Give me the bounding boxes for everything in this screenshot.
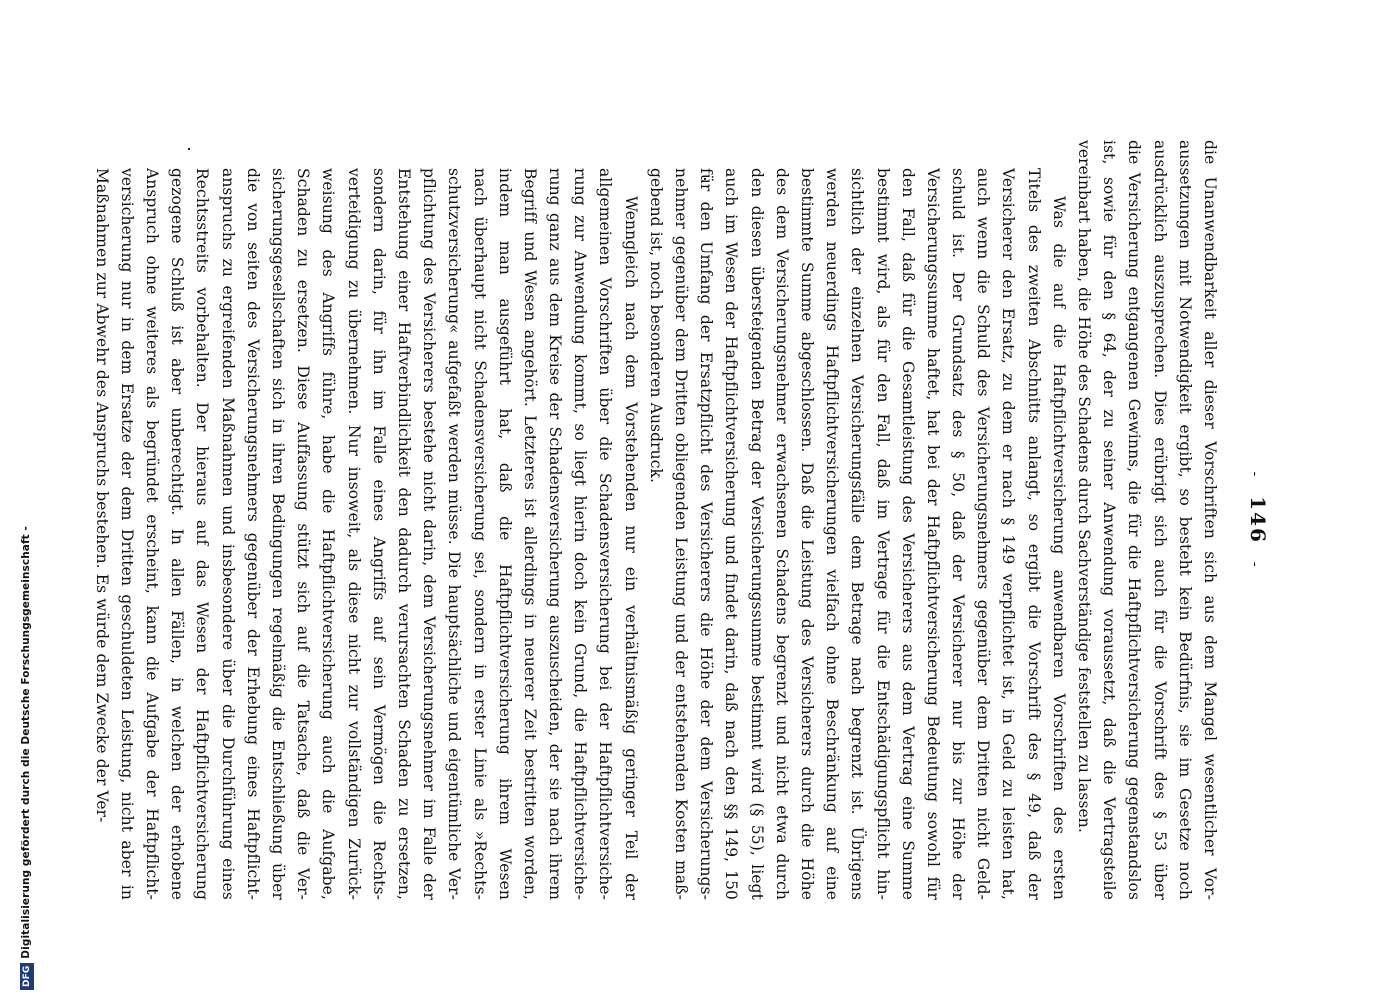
text-line: indem man ausgeführt hat, daß die Haftpflichtversicherung ihrem Wesen <box>495 168 514 900</box>
page-number-dash-left: - <box>1247 471 1263 479</box>
text-line: schutzversicherung« aufgefaßt werden müsse. Die hauptsächliche und eigentümliche Ver- <box>445 168 464 900</box>
text-line: Entstehung einer Haftverbindlichkeit den dadurch verursachten Schaden zu ersetzen, <box>395 168 413 900</box>
dfg-logo: DFG <box>20 963 34 990</box>
text-line: sicherungsgesellschaften sich in ihren Bedingungen regelmäßig die Entschließung über <box>269 168 288 900</box>
paragraph <box>1071 140 1222 900</box>
text-line: Versicherungssumme haftet, hat bei der Haftpflichtversicherung Bedeutung sowohl für <box>923 168 942 900</box>
text-line: Begriff und Wesen angehört. Letzteres ist allerdings in neuerer Zeit bestritten worden, <box>520 168 539 900</box>
paragraph <box>643 140 1071 900</box>
text-line: Titels des zweiten Abschnitts anlangt, so ergibt die Vorschrift des § 49, daß der <box>1024 168 1043 900</box>
text-line: gezogene Schluß ist aber unberechtigt. In allen Fällen, in welchen der erhobene <box>168 168 187 900</box>
text-line: auch im Wesen der Haftpflichtversicherung und findet darin, daß nach den §§ 149, 150 <box>722 168 741 900</box>
page-number-dash-right: - <box>1247 561 1263 569</box>
digitization-credit-label: Digitalisierung gefördert durch die Deutsche Forschungsgemeinschaft - <box>20 526 32 959</box>
text-line: die von seiten des Versicherungsnehmers gegenüber der Erhebung eines Haftpflicht- <box>243 168 262 900</box>
text-line: rung zur Anwendung kommt, so liegt hierin doch kein Grund, die Haftpflichtversiche- <box>571 168 590 900</box>
text-line: für den Umfang der Ersatzpflicht des Versicherers die Höhe der dem Versicherungs- <box>697 168 716 900</box>
text-line: Maßnahmen zur Abwehr des Anspruchs bestehen. Es würde dem Zwecke der Ver- <box>92 168 111 823</box>
body-text <box>92 140 1222 900</box>
text-line: den Fall, daß für die Gesamtleistung des Versicherers aus dem Vertrag eine Summe <box>898 168 917 900</box>
text-line: vereinbart haben, die Höhe des Schadens durch Sachverständige feststellen zu lassen. <box>1075 140 1094 833</box>
text-line: sichtlich der einzelnen Versicherungsfälle dem Betrage nach begrenzt ist. Übrigens <box>848 168 867 900</box>
text-line: Schaden zu ersetzen. Diese Auffassung stützt sich auf die Tatsache, daß die Ver- <box>294 168 313 900</box>
rotated-page-scan <box>92 140 1270 900</box>
text-line: schuld ist. Der Grundsatz des § 50, daß der Versicherer nur bis zur Höhe der <box>949 168 968 900</box>
text-line: verteidigung zu übernehmen. Nur insoweit, als diese nicht zur vollständigen Zurück- <box>344 168 363 900</box>
text-line: Rechtsstreits vorbehalten. Der hieraus auf das Wesen der Haftpflichtversicherung <box>193 168 212 900</box>
text-line: gebend ist, noch besonderen Ausdruck. <box>646 168 665 484</box>
text-line: Was die auf die Haftpflichtversicherung anwendbaren Vorschriften des ersten <box>1049 196 1068 900</box>
paragraph <box>89 140 643 900</box>
digitization-credit <box>0 0 40 1000</box>
page-number-value: 146 <box>1246 496 1270 544</box>
page-number <box>1246 140 1270 900</box>
text-line: sondern darin, für ihn im Falle eines Angriffs auf sein Vermögen die Rechts- <box>369 168 388 900</box>
digitization-credit-text <box>20 526 34 990</box>
text-line: allgemeinen Vorschriften über die Schadensversicherung bei der Haftpflichtversiche- <box>596 168 615 900</box>
text-line: bestimmte Summe abgeschlossen. Daß die Leistung des Versicherers durch die Höhe <box>798 168 816 900</box>
text-line: die Versicherung entgangenen Gewinns, die für die Haftpflichtversicherung gegenstandslos <box>1125 140 1144 900</box>
text-line: des dem Versicherungsnehmer erwachsenen Schadens begrenzt und nicht etwa durch <box>772 168 791 900</box>
text-line: ist, sowie für den § 64, der zu seiner Anwendung voraussetzt, daß die Vertragsteile <box>1100 140 1119 900</box>
text-line: werden neuerdings Haftpflichtversicherungen vielfach ohne Beschränkung auf eine <box>823 168 842 900</box>
text-line: Wenngleich nach dem Vorstehenden nur ein verhältnismäßig geringer Teil der <box>621 196 640 900</box>
text-line: bestimmt wird, als für den Fall, daß im Vertrage für die Entschädigungspflicht hin- <box>873 168 892 900</box>
text-line: versicherung nur in dem Ersatze der dem Dritten geschuldeten Leistung, nicht aber in <box>117 168 136 900</box>
text-line: rung ganz aus dem Kreise der Schadensversicherung auszuscheiden, der sie nach ihrem <box>546 168 565 900</box>
text-line: den diesen übersteigenden Betrag der Versicherungssumme bestimmt wird (§ 55), liegt <box>747 168 766 900</box>
text-line: nehmer gegenüber dem Dritten obliegenden Leistung und der entstehenden Kosten maß- <box>672 168 691 900</box>
text-line: Anspruch ohne weiteres als begründet erscheint, kann die Aufgabe der Haftpflicht- <box>143 168 162 900</box>
text-line: nach überhaupt nicht Schadensversicherung sei, sondern in erster Linie als »Rechts- <box>470 168 489 900</box>
text-line: die Unanwendbarkeit aller dieser Vorschriften sich aus dem Mangel wesentlicher Vor- <box>1201 140 1219 900</box>
text-line: Versicherer den Ersatz, zu dem er nach § 149 verpflichtet ist, in Geld zu leisten hat, <box>999 168 1018 900</box>
text-line: auch wenn die Schuld des Versicherungsnehmers gegenüber dem Dritten nicht Geld- <box>974 168 993 900</box>
text-line: ausdrücklich auszusprechen. Dies erübrigt sich auch für die Vorschrift des § 53 über <box>1150 140 1169 900</box>
text-line: weisung des Angriffs führe, habe die Haftpflichtversicherung auch die Aufgabe, <box>319 168 338 900</box>
text-line: anspruchs zu ergreifenden Maßnahmen und insbesondere über die Durchführung eines <box>218 168 237 900</box>
text-line: aussetzungen mit Notwendigkeit ergibt, so besteht kein Bedürfnis, sie im Gesetze noch <box>1175 140 1194 900</box>
text-line: pflichtung des Versicherers bestehe nicht darin, dem Versicherungsnehmer im Falle der <box>420 168 439 900</box>
